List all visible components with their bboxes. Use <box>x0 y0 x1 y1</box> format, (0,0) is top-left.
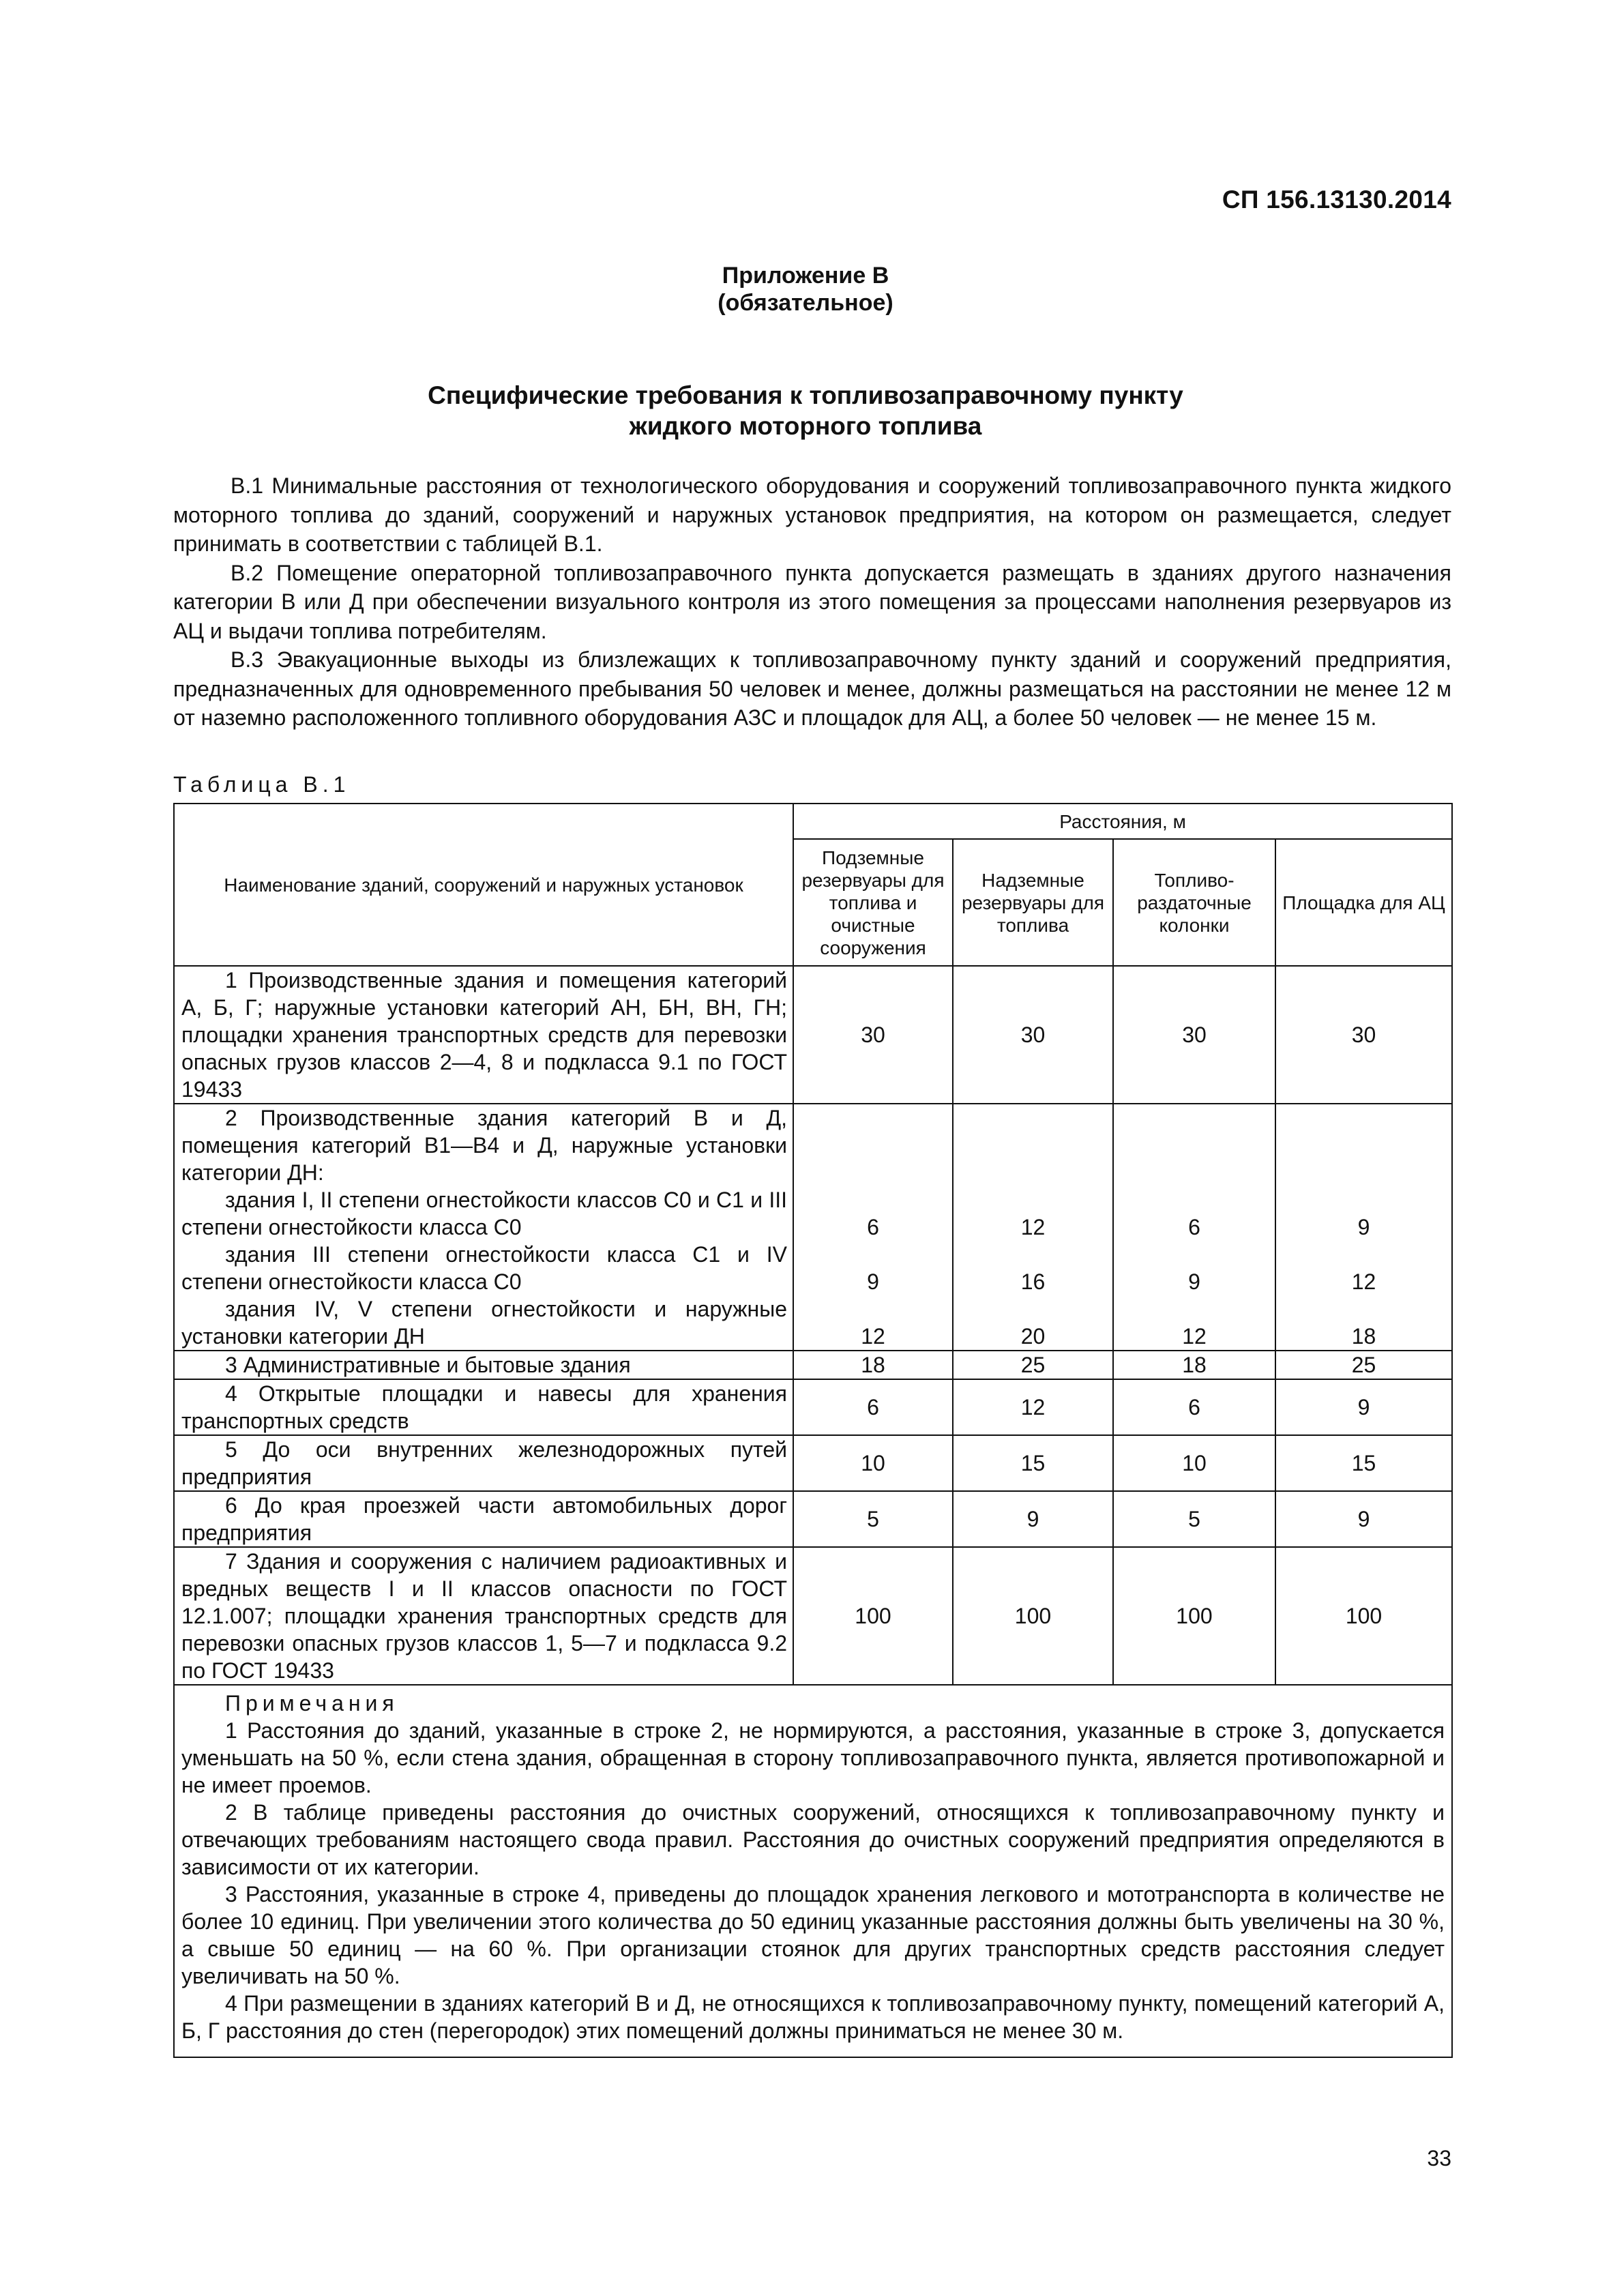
note-item: 1 Расстояния до зданий, указанные в строке 2, не нормируются, а расстояния, указанные в строке 3, допускается уменьшать на 50 %, если стена здания, обращенная в сторону топливозаправочного пункта, является противопожарной и не имеет проемов. <box>181 1718 1445 1797</box>
row-7-value: 100 <box>1113 1547 1275 1685</box>
header-distances-group: Расстояния, м <box>793 804 1452 839</box>
table-row <box>174 1351 1452 1379</box>
notes-title: Примечания <box>225 1691 399 1716</box>
row-2-values: 12 16 20 <box>953 1104 1113 1351</box>
note-item: 2 В таблице приведены расстояния до очистных сооружений, относящихся к топливозаправочному пункту и отвечающих требованиям настоящего свода правил. Расстояния до очистных сооружений предприятия определяются в зависимости от их категории. <box>181 1800 1445 1879</box>
row-6-name: 6 До края проезжей части автомобильных дорог предприятия <box>174 1491 793 1547</box>
row-6-value: 5 <box>1113 1491 1275 1547</box>
header-name-column: Наименование зданий, сооружений и наружных установок <box>174 804 793 966</box>
table-row <box>174 1547 1452 1685</box>
row-2-values: 6 9 12 <box>793 1104 953 1351</box>
row-7-name: 7 Здания и сооружения с наличием радиоактивных и вредных веществ I и II классов опасности по ГОСТ 12.1.007; площадки хранения транспортных средств для перевозки опасных грузов классов 1, 5—7 и подкласса 9.2 по ГОСТ 19433 <box>174 1547 793 1685</box>
table-notes-row <box>174 1685 1452 2057</box>
row-2-values: 6 9 12 <box>1113 1104 1275 1351</box>
header-underground-tanks: Подземные резервуары для топлива и очистные сооружения <box>793 839 953 966</box>
header-fuel-dispensers: Топливо-раздаточные колонки <box>1113 839 1275 966</box>
row-5-value: 10 <box>793 1435 953 1491</box>
row-2-values: 9 12 18 <box>1275 1104 1452 1351</box>
row-5-value: 10 <box>1113 1435 1275 1491</box>
row-5-value: 15 <box>953 1435 1113 1491</box>
table-row <box>174 1104 1452 1351</box>
row-1-value: 30 <box>1113 966 1275 1104</box>
row-2-name: 2 Производственные здания категорий В и Д, помещения категорий В1—В4 и Д, наружные установки категории ДН: здания I, II степени огнестойкости классов С0 и С1 и III степени огнестойкости класса С0 здания III степени огнестойкости класса С1 и IV степени огнестойкости класса С0 здания IV, V степени огнестойкости и наружные установки категории ДН <box>174 1104 793 1351</box>
body-text <box>173 471 1451 733</box>
table-row <box>174 1491 1452 1547</box>
paragraph-b2: В.2 Помещение операторной топливозаправочного пункта допускается размещать в зданиях другого назначения категории В или Д при обеспечении визуального контроля из этого помещения за процессами наполнения резервуаров из АЦ и выдачи топлива потребителям. <box>173 560 1451 643</box>
distances-table <box>173 803 1453 2058</box>
row-4-value: 9 <box>1275 1379 1452 1435</box>
document-code: СП 156.13130.2014 <box>1222 186 1451 214</box>
paragraph-b3: В.3 Эвакуационные выходы из близлежащих к топливозаправочному пункту зданий и сооружений предприятия, предназначенных для одновременного пребывания 50 человек и менее, должны размещаться на расстоянии не менее 12 м от наземно расположенного топливного оборудования АЗС и площадок для АЦ, а более 50 человек — не менее 15 м. <box>173 647 1451 730</box>
row-7-value: 100 <box>793 1547 953 1685</box>
row-3-value: 18 <box>793 1351 953 1379</box>
section-heading <box>0 380 1611 441</box>
appendix-subtitle: (обязательное) <box>718 290 893 316</box>
row-4-value: 6 <box>1113 1379 1275 1435</box>
row-7-value: 100 <box>953 1547 1113 1685</box>
table-b1 <box>173 803 1451 2058</box>
table-notes <box>174 1685 1452 2057</box>
note-item: 3 Расстояния, указанные в строке 4, приведены до площадок хранения легкового и мототранспорта в количестве не более 10 единиц. При увеличении этого количества до 50 единиц указанные расстояния должны быть увеличены на 30 %, а свыше 50 единиц — на 60 %. При организации стоянок для других транспортных средств расстояния следует увеличивать на 50 %. <box>181 1882 1445 1988</box>
table-row <box>174 1379 1452 1435</box>
row-4-value: 12 <box>953 1379 1113 1435</box>
row-1-value: 30 <box>793 966 953 1104</box>
row-5-value: 15 <box>1275 1435 1452 1491</box>
table-row <box>174 966 1452 1104</box>
row-5-name: 5 До оси внутренних железнодорожных путей предприятия <box>174 1435 793 1491</box>
row-7-value: 100 <box>1275 1547 1452 1685</box>
heading-line-1: Специфические требования к топливозаправочному пункту <box>428 381 1183 409</box>
row-1-value: 30 <box>1275 966 1452 1104</box>
paragraph-b1: В.1 Минимальные расстояния от технологического оборудования и сооружений топливозаправочного пункта жидкого моторного топлива до зданий, сооружений и наружных установок предприятия, на котором он размещается, следует принимать в соответствии с таблицей В.1. <box>173 473 1451 556</box>
header-tanker-platform: Площадка для АЦ <box>1275 839 1452 966</box>
row-3-value: 25 <box>953 1351 1113 1379</box>
row-6-value: 5 <box>793 1491 953 1547</box>
appendix-title: Приложение В <box>722 263 889 289</box>
row-1-value: 30 <box>953 966 1113 1104</box>
heading-line-2: жидкого моторного топлива <box>629 412 982 440</box>
row-4-name: 4 Открытые площадки и навесы для хранения транспортных средств <box>174 1379 793 1435</box>
row-6-value: 9 <box>1275 1491 1452 1547</box>
row-4-value: 6 <box>793 1379 953 1435</box>
row-3-value: 18 <box>1113 1351 1275 1379</box>
header-aboveground-tanks: Надземные резервуары для топлива <box>953 839 1113 966</box>
table-row <box>174 1435 1452 1491</box>
row-6-value: 9 <box>953 1491 1113 1547</box>
note-item: 4 При размещении в зданиях категорий В и Д, не относящихся к топливозаправочному пункту, помещений категорий А, Б, Г расстояния до стен (перегородок) этих помещений должны приниматься не менее 30 м. <box>181 1991 1445 2043</box>
row-1-name: 1 Производственные здания и помещения категорий А, Б, Г; наружные установки категорий АН, БН, ВН, ГН; площадки хранения транспортных средств для перевозки опасных грузов классов 2—4, 8 и подкласса 9.1 по ГОСТ 19433 <box>174 966 793 1104</box>
row-3-name: 3 Административные и бытовые здания <box>174 1351 793 1379</box>
table-label: Таблица В.1 <box>173 772 351 797</box>
page-number: 33 <box>1427 2146 1451 2170</box>
row-3-value: 25 <box>1275 1351 1452 1379</box>
